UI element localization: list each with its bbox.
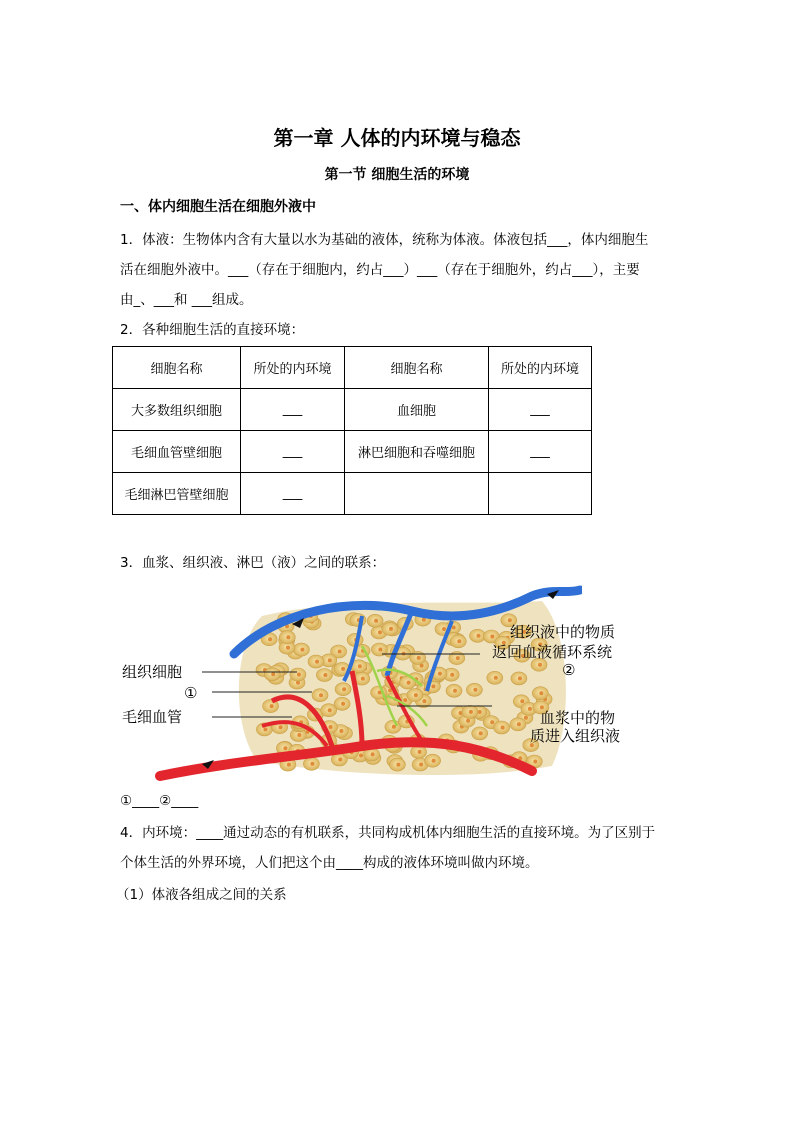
label-one: ① [184,684,198,702]
table-cell: 毛细淋巴管壁细胞 [113,473,241,515]
cell-nucleus [310,762,314,766]
cell-nucleus [378,648,382,652]
cell-nucleus [457,639,461,643]
table-cell: ___ [489,431,592,473]
cell-nucleus [328,658,332,662]
cell-nucleus [473,688,477,692]
cell-nucleus [518,676,522,680]
table-header: 所处的内环境 [489,347,592,389]
table-row [113,431,592,473]
cell-nucleus [287,763,291,767]
cell-nucleus [419,763,423,767]
table-cell: 淋巴细胞和吞噬细胞 [345,431,489,473]
chapter-title: 第一章 人体的内环境与稳态 [273,126,521,150]
cell-nucleus [452,626,456,630]
cell-nucleus [286,646,290,650]
table-header: 细胞名称 [113,347,241,389]
heading-extracellular: 一、体内细胞生活在细胞外液中 [120,199,316,215]
cell-nucleus [469,710,473,714]
paragraph-1-line-2: 活在细胞外液中。___（存在于细胞内，约占___）___（存在于细胞外，约占___），主要 [120,262,640,278]
cell-nucleus [478,710,482,714]
table-cell: ___ [241,473,345,515]
table-cell: 大多数组织细胞 [113,389,241,431]
answer-blanks: ①____②____ [120,793,199,809]
cell-nucleus [315,660,319,664]
label-two: ② [562,661,576,679]
paragraph-3: 3．血浆、组织液、淋巴（液）之间的联系： [120,555,386,571]
cell-nucleus [374,619,378,623]
cell-nucleus [339,729,343,733]
cell-nucleus [538,663,542,667]
table-cell: ___ [489,389,592,431]
cell-environment-table [112,346,592,515]
cell-nucleus [328,708,332,712]
label-tissue-cell: 组织细胞 [122,663,183,681]
cell-nucleus [283,746,287,750]
cell-nucleus [359,754,363,758]
label-tissue-fluid-return-1: 组织液中的物质 [510,623,616,641]
cell-nucleus [286,635,290,639]
cell-nucleus [453,689,457,693]
cell-nucleus [271,672,275,676]
table-header: 细胞名称 [345,347,489,389]
label-plasma-2: 质进入组织液 [530,727,621,745]
cell-nucleus [528,707,532,711]
cell-nucleus [371,752,375,756]
cell-nucleus [297,673,301,677]
cell-nucleus [338,758,342,762]
cell-nucleus [297,733,301,737]
table-cell [489,473,592,515]
cell-nucleus [477,634,481,638]
cell-nucleus [418,750,422,754]
label-capillary: 毛细血管 [122,708,183,726]
cell-nucleus [263,727,267,731]
cell-nucleus [358,664,362,668]
cell-nucleus [270,704,274,708]
cell-nucleus [432,759,436,763]
cell-nucleus [539,691,543,695]
cell-nucleus [323,673,327,677]
section-subtitle: 第一节 细胞生活的环境 [324,167,470,183]
table-cell: ___ [241,389,345,431]
cell-nucleus [431,684,435,688]
label-plasma-1: 血浆中的物 [540,709,616,727]
cell-nucleus [407,681,411,685]
cell-nucleus [517,722,521,726]
tissue-fluid-diagram [112,576,582,786]
table-row [113,389,592,431]
cell-nucleus [479,731,483,735]
cell-nucleus [396,763,400,767]
cell-nucleus [329,725,333,729]
cell-nucleus [319,693,323,697]
cell-nucleus [341,702,345,706]
cell-nucleus [414,693,418,697]
cell-nucleus [342,687,346,691]
table-row [113,473,592,515]
table-cell: 血细胞 [345,389,489,431]
table-cell: 毛细血管壁细胞 [113,431,241,473]
paragraph-2: 2．各种细胞生活的直接环境： [120,322,305,338]
cell-nucleus [490,720,494,724]
table-header: 所处的内环境 [241,347,345,389]
cell-nucleus [450,673,454,677]
table-cell [345,473,489,515]
cell-nucleus [341,667,345,671]
cell-nucleus [442,627,446,631]
cell-nucleus [456,656,460,660]
cell-nucleus [520,699,524,703]
cell-nucleus [494,676,498,680]
cell-nucleus [417,656,421,660]
table-cell: ___ [241,431,345,473]
cell-nucleus [403,698,407,702]
cell-nucleus [378,630,382,634]
cell-nucleus [300,648,304,652]
cell-nucleus [490,635,494,639]
paragraph-4-line-1: 4．内环境：____通过动态的有机联系，共同构成机体内细胞生活的直接环境。为了区别于 [120,825,656,841]
paragraph-1-line-3: 由_、___和 ___组成。 [120,292,253,308]
cell-nucleus [392,725,396,729]
cell-nucleus [466,719,470,723]
paragraph-5: （1）体液各组成之间的关系 [116,887,287,903]
cell-nucleus [338,650,342,654]
cell-nucleus [533,760,537,764]
cell-nucleus [438,672,442,676]
cell-nucleus [524,716,528,720]
cell-nucleus [279,725,283,729]
cell-nucleus [389,627,393,631]
cell-nucleus [361,677,365,681]
cell-nucleus [422,699,426,703]
cell-nucleus [268,637,272,641]
paragraph-4-line-2: 个体生活的外界环境，人们把这个由____构成的液体环境叫做内环境。 [120,855,539,871]
table-header-row [113,347,592,389]
label-tissue-fluid-return-2: 返回血液循环系统 [492,643,613,661]
paragraph-1-line-1: 1．体液：生物体内含有大量以水为基础的液体，统称为体液。体液包括___，体内细胞生 [120,232,649,248]
cell-nucleus [501,726,505,730]
